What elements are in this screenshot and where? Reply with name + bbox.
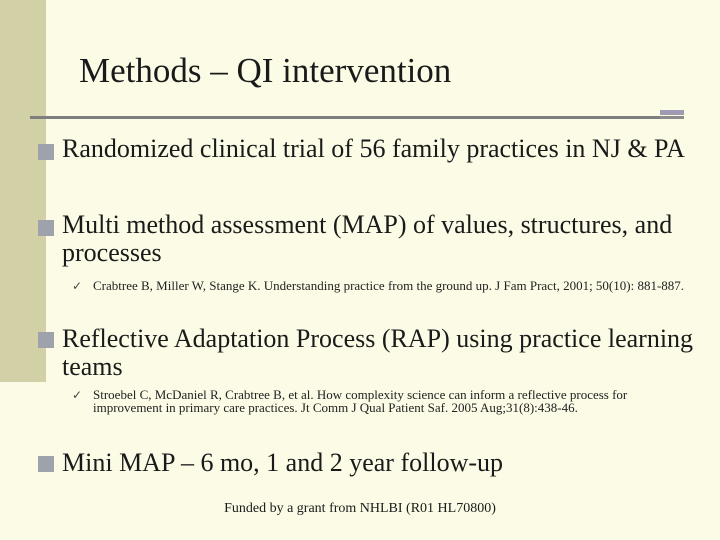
bullet-rap-process: Reflective Adaptation Process (RAP) using practice learning teams xyxy=(62,324,694,381)
square-bullet-icon xyxy=(38,144,54,160)
checkmark-icon: ✓ xyxy=(72,279,83,293)
title-divider-accent xyxy=(660,110,684,115)
funding-note: Funded by a grant from NHLBI (R01 HL70800) xyxy=(224,501,496,516)
checkmark-icon: ✓ xyxy=(72,388,83,402)
square-bullet-icon xyxy=(38,220,54,236)
reference-stroebel-2005: Stroebel C, McDaniel R, Crabtree B, et al. How complexity science can inform a reflective process for improvement in primary care practices. Jt Comm J Qual Patient Saf. 2005 Aug;31(8):438-46. xyxy=(93,387,628,415)
decorative-side-bar xyxy=(0,0,46,382)
reference-crabtree-2001: Crabtree B, Miller W, Stange K. Understanding practice from the ground up. J Fam Pract, 2001; 50(10): 881-887. xyxy=(93,278,685,293)
bullet-map-assessment: Multi method assessment (MAP) of values, structures, and processes xyxy=(62,210,673,267)
slide-title: Methods – QI intervention xyxy=(79,51,452,90)
bullet-randomized-trial: Randomized clinical trial of 56 family practices in NJ & PA xyxy=(62,134,685,163)
square-bullet-icon xyxy=(38,332,54,348)
bullet-mini-map: Mini MAP – 6 mo, 1 and 2 year follow-up xyxy=(62,448,503,477)
title-divider-accent-lower xyxy=(660,116,684,119)
title-divider xyxy=(30,116,660,119)
square-bullet-icon xyxy=(38,456,54,472)
